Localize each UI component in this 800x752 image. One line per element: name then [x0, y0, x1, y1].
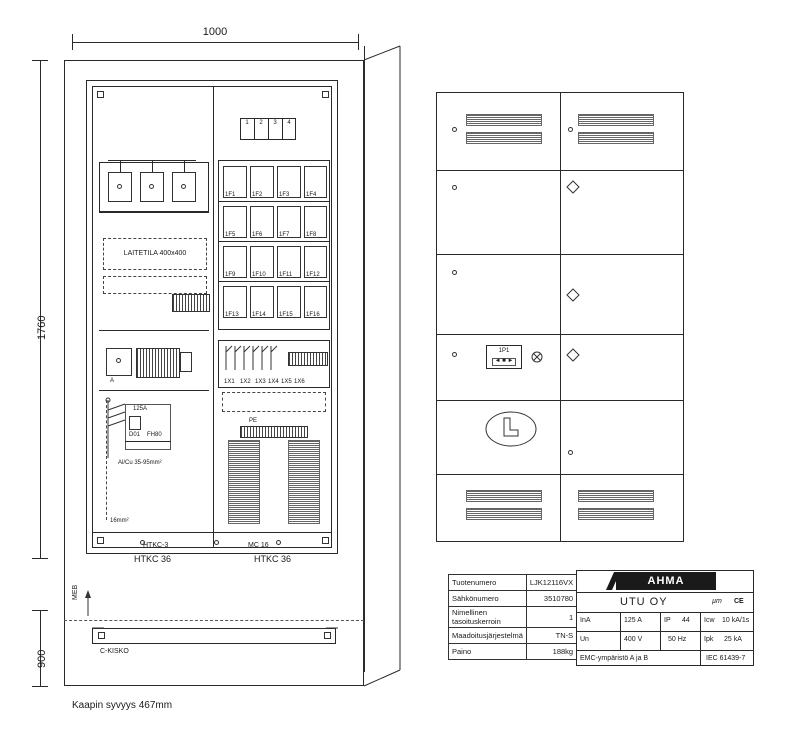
terminal-symbols — [222, 344, 282, 378]
rating-value-frequency: 50 Hz — [668, 636, 687, 643]
fuse-mark-2: FH80 — [147, 432, 162, 438]
spec-value: 3510780 — [526, 591, 576, 607]
meter-buttons-label: ◄ ■ ► — [494, 358, 514, 364]
dim-width-label: 1000 — [202, 26, 228, 38]
spec-label: Paino — [449, 644, 527, 660]
rating-value-un: 400 V — [624, 636, 643, 643]
cable-spec-label: Al/Cu 35-95mm² — [118, 460, 162, 466]
table-row — [449, 628, 577, 644]
front-vent-tr-1 — [578, 114, 654, 126]
dim-tick-left — [72, 34, 73, 50]
fuse-label: 1F7 — [279, 232, 290, 238]
top-terminal-num-4: 4 — [287, 120, 291, 126]
fuse-label: 1F3 — [279, 192, 290, 198]
breaker-1-knob — [117, 184, 122, 189]
fuse-label: 1F1 — [225, 192, 236, 198]
title-block-col-3 — [700, 612, 701, 650]
instrument-knob — [116, 358, 121, 363]
rating-value-ipk: 25 kA — [724, 636, 742, 643]
panel-left-type: HTKC-3 — [143, 542, 169, 549]
fuse-row-sep-2 — [218, 241, 330, 242]
panel-right-type: MC 16 — [248, 542, 269, 549]
strip-label-6: 1X6 — [294, 379, 305, 385]
spec-value: LJK12116VX — [526, 575, 576, 591]
column-divider — [213, 86, 214, 548]
title-block-sep-3 — [576, 631, 754, 632]
bottom-fixing-3 — [276, 540, 281, 545]
hinge-6 — [568, 450, 573, 455]
earth-conductor — [106, 400, 108, 520]
rating-key-ina: InA — [580, 617, 591, 624]
table-row — [449, 591, 577, 607]
dim-tick-base-bottom — [32, 686, 48, 687]
strip-label-2: 1X2 — [240, 379, 251, 385]
fuse-label: 1F9 — [225, 272, 236, 278]
base-dashed-line — [64, 620, 364, 622]
strip-terminal-block — [288, 352, 328, 366]
title-footer-right: IEC 61439-7 — [706, 655, 746, 662]
fuse-mark-1: D01 — [129, 432, 141, 438]
brand-name: AHMA — [647, 575, 685, 587]
panel-right-code: HTKC 36 — [254, 554, 292, 564]
front-vent-bl-1 — [466, 490, 542, 502]
front-view-row-2 — [436, 254, 684, 255]
fuse-row-sep-3 — [218, 281, 330, 282]
hinge-5 — [568, 127, 573, 132]
dim-line-width — [72, 42, 358, 43]
dim-tick-top — [32, 60, 48, 61]
mark-ce-icon: CE — [734, 598, 744, 605]
fuse-label: 1F14 — [252, 312, 266, 318]
fuse-label: 1F12 — [306, 272, 320, 278]
bottom-fixing-2 — [214, 540, 219, 545]
depth-note: Kaapin syvyys 467mm — [72, 700, 173, 711]
bottom-vent-right — [288, 440, 320, 524]
dim-tick-mid — [32, 558, 48, 559]
rating-value-ip: 44 — [682, 617, 690, 624]
spec-value: 188kg — [526, 644, 576, 660]
rating-key-icw: Icw — [704, 617, 715, 624]
spec-table — [448, 574, 577, 660]
spec-label: Maadoitusjärjestelmä — [449, 628, 527, 644]
front-vent-tl-2 — [466, 132, 542, 144]
table-row — [449, 575, 577, 591]
spec-value: 1 — [526, 607, 576, 628]
strip-label-3: 1X3 — [255, 379, 266, 385]
breaker-1-drop — [120, 160, 121, 172]
device-space-box-2 — [103, 276, 207, 294]
front-view-row-5 — [436, 474, 684, 475]
title-block-sep-1 — [576, 592, 754, 593]
front-vent-tr-2 — [578, 132, 654, 144]
corner-screw-tl — [97, 91, 104, 98]
title-block-col-1 — [620, 612, 621, 650]
meb-label: MEB — [72, 584, 79, 600]
title-block-col-2 — [660, 612, 661, 650]
front-view-row-1 — [436, 170, 684, 171]
latch-icon-1 — [566, 180, 580, 194]
strip-label-1: 1X1 — [224, 379, 235, 385]
perspective-lines — [340, 30, 410, 710]
title-block-sep-4 — [576, 650, 754, 651]
brand-mark-icon — [606, 572, 620, 590]
front-vent-bl-2 — [466, 508, 542, 520]
corner-screw-br — [322, 537, 329, 544]
reserved-space-box — [222, 392, 326, 412]
left-section-divider — [99, 330, 209, 331]
hinge-3 — [452, 270, 457, 275]
top-terminal-num-2: 2 — [259, 120, 263, 126]
hinge-1 — [452, 127, 457, 132]
table-row — [449, 644, 577, 660]
rating-key-un: Un — [580, 636, 589, 643]
rating-value-ina: 125 A — [624, 617, 642, 624]
fuse-label: 1F16 — [306, 312, 320, 318]
latch-icon-3 — [566, 348, 580, 362]
indicator-lamp-icon — [530, 350, 544, 364]
pe-label: PE — [249, 418, 258, 424]
front-vent-br-1 — [578, 490, 654, 502]
pe-bar — [240, 426, 308, 438]
front-vent-tl-1 — [466, 114, 542, 126]
breaker-panel-base — [99, 212, 209, 213]
fuse-label: 1F13 — [225, 312, 239, 318]
earth-spec-label: 16mm² — [110, 518, 129, 524]
fuse-label: 1F5 — [225, 232, 236, 238]
strip-label-4: 1X4 — [268, 379, 279, 385]
dim-line-base — [40, 610, 41, 686]
terminal-block-left — [172, 294, 210, 312]
fuse-label: 1F2 — [252, 192, 263, 198]
main-fuse-rating: 125A — [133, 406, 148, 412]
main-switch-handle[interactable] — [484, 408, 538, 450]
dim-base-label: 900 — [36, 649, 48, 668]
breaker-3-knob — [181, 184, 186, 189]
mark-um: µm — [712, 598, 722, 605]
fuse-row-sep-1 — [218, 201, 330, 202]
hinge-4 — [452, 352, 457, 357]
meter-label: 1P1 — [498, 348, 510, 354]
hinge-2 — [452, 185, 457, 190]
meb-arrow — [78, 588, 98, 618]
spec-value: TN-S — [526, 628, 576, 644]
c-rail-label: C-KISKO — [100, 648, 129, 655]
dim-height-label: 1760 — [36, 315, 48, 340]
front-view-row-3 — [436, 334, 684, 335]
device-space-label: LAITETILA 400x400 — [123, 250, 187, 257]
instrument-label: A — [110, 378, 115, 384]
rating-key-ip: IP — [664, 617, 671, 624]
fuse-label: 1F4 — [306, 192, 317, 198]
fuse-label: 1F11 — [279, 272, 293, 278]
bottom-divider — [92, 532, 332, 533]
fuse-label: 1F15 — [279, 312, 293, 318]
latch-icon-2 — [566, 288, 580, 302]
rating-value-icw: 10 kA/1s — [722, 617, 750, 624]
breaker-2-drop — [152, 160, 153, 172]
corner-screw-bl — [97, 537, 104, 544]
strip-label-5: 1X5 — [281, 379, 292, 385]
company-name: UTU OY — [620, 596, 668, 608]
fuse-label: 1F6 — [252, 232, 263, 238]
title-block-sep-2 — [576, 612, 754, 613]
dim-line-height — [40, 60, 41, 558]
breaker-3-drop — [184, 160, 185, 172]
title-footer-left: EMC-ympäristö A ja B — [580, 655, 649, 662]
top-terminal-num-1: 1 — [245, 120, 249, 126]
c-rail-profile — [92, 624, 338, 650]
spec-label: Tuotenumero — [449, 575, 527, 591]
rating-key-ipk: Ipk — [704, 636, 714, 643]
spec-label: Nimellinen tasoituskerroin — [449, 607, 527, 628]
table-row — [449, 607, 577, 628]
title-block-col-4 — [700, 650, 701, 666]
front-vent-br-2 — [578, 508, 654, 520]
fuse-label: 1F10 — [252, 272, 266, 278]
dim-tick-base-top — [32, 610, 48, 611]
panel-left-code: HTKC 36 — [134, 554, 172, 564]
left-section-divider-2 — [99, 390, 209, 391]
breaker-2-knob — [149, 184, 154, 189]
bottom-vent-left — [228, 440, 260, 524]
coil-block — [136, 348, 180, 378]
main-switch-symbol — [100, 396, 180, 466]
top-terminal-num-3: 3 — [273, 120, 277, 126]
spec-label: Sähkönumero — [449, 591, 527, 607]
fuse-label: 1F8 — [306, 232, 317, 238]
corner-screw-tr — [322, 91, 329, 98]
connector-block — [180, 352, 192, 372]
front-view-row-4 — [436, 400, 684, 401]
